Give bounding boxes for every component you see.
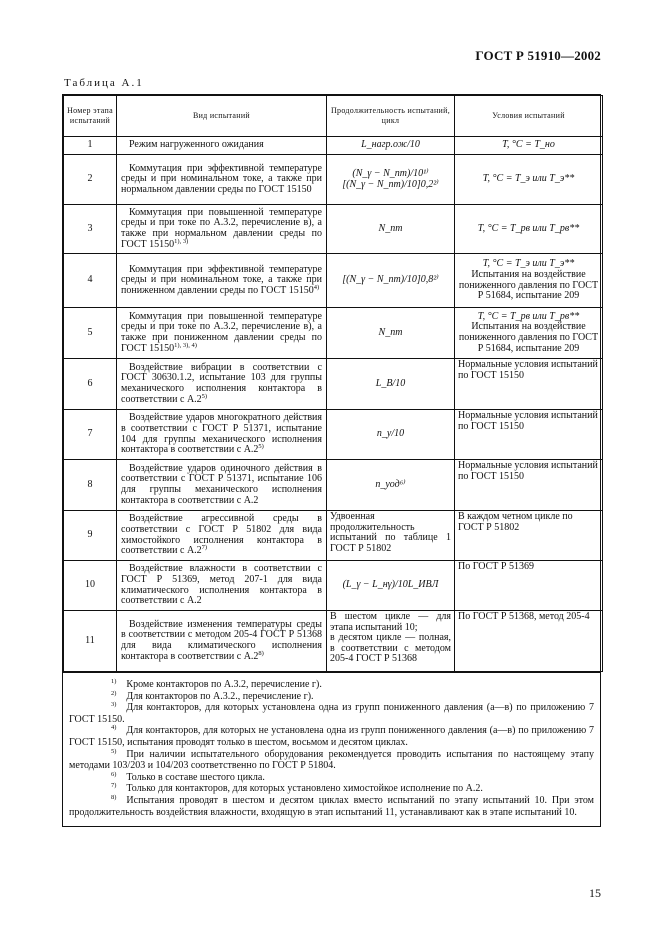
footnote-ref: 8) xyxy=(258,649,264,657)
row-number: 7 xyxy=(64,410,117,460)
row-number: 10 xyxy=(64,561,117,611)
test-conditions xyxy=(455,410,603,460)
header-kind: Вид испытаний xyxy=(117,96,327,137)
table-row xyxy=(64,155,603,205)
table-row xyxy=(64,410,603,460)
duration-formula: N_пт xyxy=(378,222,403,234)
table-frame xyxy=(62,94,601,827)
table-header-row xyxy=(64,96,603,137)
condition-text: Испытания на воздействие пониженного давления по ГОСТ Р 51684, испытание 209 xyxy=(458,321,599,354)
test-duration xyxy=(327,460,455,511)
test-kind: Коммутация при эффективной температуре среды и при номинальном токе, а также при пониженном давлении среды по ГОСТ 15150$^{4)}$ xyxy=(117,254,327,308)
duration-formula: [(N_γ − N_пт)/10]0,8²⁾ xyxy=(342,274,439,286)
test-kind: Коммутация при повышенной температуре среды и при токе по А.3.2, перечисление в), а также при нормальном давлении среды по ГОСТ 15150$^{1), 3)}$ xyxy=(117,205,327,254)
test-kind: Коммутация при эффективной температуре среды и при номинальном токе, а также при нормальном давлении среды по ГОСТ 15150 xyxy=(117,155,327,205)
row-number: 3 xyxy=(64,205,117,254)
footnote xyxy=(69,795,594,818)
row-number: 1 xyxy=(64,137,117,155)
condition-text: По ГОСТ Р 51369 xyxy=(458,561,534,572)
footnotes xyxy=(63,672,600,826)
condition-formula: T, °C = T_э или T_э** xyxy=(482,173,575,185)
test-conditions xyxy=(455,511,603,561)
header-conditions: Условия испытаний xyxy=(455,96,603,137)
condition-formula: T, °C = T_но xyxy=(502,139,555,151)
test-kind: Воздействие изменения температуры среды в соответствии с методом 205-4 ГОСТ Р 51368 для вида климатического исполнения контактора в соответствии с А.2$^{8)}$ xyxy=(117,611,327,672)
footnote-ref: 5) xyxy=(201,392,208,400)
footnote-ref: 1), 3), 4) xyxy=(174,341,197,349)
test-conditions xyxy=(455,137,603,155)
test-kind: Коммутация при повышенной температуре среды и при токе по А.3.2, перечисление в), а также при пониженном давлении среды по ГОСТ 15150$^{1), 3), 4)}$ xyxy=(117,308,327,359)
test-kind: Воздействие влажности в соответствии с ГОСТ Р 51369, метод 207-1 для вида климатического исполнения контактора в соответствии с А.2 xyxy=(117,561,327,611)
test-duration xyxy=(327,254,455,308)
row-number: 4 xyxy=(64,254,117,308)
duration-formula: N_пт xyxy=(378,326,403,338)
footnote-mark: 8) xyxy=(111,793,117,801)
test-duration xyxy=(327,561,455,611)
test-duration xyxy=(327,205,455,254)
table-row xyxy=(64,254,603,308)
footnote xyxy=(69,725,594,748)
duration-text: Удвоенная продолжительность испытаний по таблице 1 ГОСТ Р 51802 xyxy=(330,511,451,554)
table-row xyxy=(64,308,603,359)
table-row xyxy=(64,511,603,561)
header-duration: Продолжительность испытаний, цикл xyxy=(327,96,455,137)
footnote xyxy=(69,783,594,795)
condition-text: По ГОСТ Р 51368, метод 205-4 xyxy=(458,611,590,622)
condition-text: Нормальные условия испытаний по ГОСТ 15150 xyxy=(458,410,598,432)
condition-text: В каждом четном цикле по ГОСТ Р 51802 xyxy=(458,511,573,533)
footnote-ref: 4) xyxy=(313,283,320,291)
footnote-ref: 7) xyxy=(201,544,208,552)
duration-formula: n_уод⁶⁾ xyxy=(375,478,406,490)
test-kind: Воздействие ударов многократного действия в соответствии с ГОСТ Р 51371, испытание 104 для группы механического исполнения контактора в соответствии с А.2$^{5)}$ xyxy=(117,410,327,460)
footnote-text: Для контакторов, для которых не установлена одна из групп пониженного давления (а—в) по приложению 7 ГОСТ 15150, испытания проводят только в шестом, восьмом и десятом циклах. xyxy=(69,725,594,748)
test-duration xyxy=(327,155,455,205)
row-number: 9 xyxy=(64,511,117,561)
test-duration xyxy=(327,137,455,155)
footnote-mark: 7) xyxy=(111,782,117,790)
footnote-mark: 3) xyxy=(111,701,117,709)
test-duration xyxy=(327,511,455,561)
footnote-mark: 4) xyxy=(111,724,117,732)
footnote xyxy=(69,702,594,725)
duration-formula: L_В/10 xyxy=(375,377,406,389)
footnote-text: При наличии испытательного оборудования рекомендуется проводить испытания по настоящему этапу методами 103/203 и 104/203 соответственно по ГОСТ Р 51804. xyxy=(69,748,594,772)
footnote-text: Испытания проводят в шестом и десятом циклах вместо испытаний по этапу испытаний 10. При этом продолжительность воздействия влажности, входящую в этап испытаний 11, устанавливают как в этапе испытаний 10. xyxy=(69,794,594,818)
footnote xyxy=(69,679,594,691)
table-row xyxy=(64,137,603,155)
table-row xyxy=(64,611,603,672)
row-number: 11 xyxy=(64,611,117,672)
row-number: 2 xyxy=(64,155,117,205)
condition-text: Нормальные условия испытаний по ГОСТ 15150 xyxy=(458,359,598,381)
footnote xyxy=(69,691,594,703)
duration-formula: (L_γ − L_нγ)/10L_ИВЛ xyxy=(342,579,439,591)
condition-formula: T, °C = T_э или T_э** xyxy=(482,258,575,270)
test-duration xyxy=(327,611,455,672)
header-num: Номер этапа испытаний xyxy=(64,96,117,137)
page-number: 15 xyxy=(589,886,601,900)
test-kind: Режим нагруженного ожидания xyxy=(117,137,327,155)
row-number: 6 xyxy=(64,359,117,410)
table-row xyxy=(64,460,603,511)
condition-formula: T, °C = T_рв или T_рв** xyxy=(477,310,580,322)
table-row xyxy=(64,359,603,410)
test-kind: Воздействие вибрации в соответствии с ГОСТ 30630.1.2, испытание 103 для группы механического исполнения контактора в соответствии с А.2$^{5)}$ xyxy=(117,359,327,410)
test-conditions xyxy=(455,611,603,672)
test-conditions xyxy=(455,205,603,254)
footnote xyxy=(69,772,594,784)
test-conditions xyxy=(455,460,603,511)
duration-text: в десятом цикле — полная, в соответствии с методом 205-4 ГОСТ Р 51368 xyxy=(330,632,451,665)
table-row xyxy=(64,205,603,254)
test-table xyxy=(63,95,603,672)
footnote-text: Для контакторов по А.3.2., перечисление г). xyxy=(126,690,314,702)
condition-text: Нормальные условия испытаний по ГОСТ 15150 xyxy=(458,460,598,482)
duration-formula: [(N_γ − N_пт)/10]0,2²⁾ xyxy=(342,178,439,190)
condition-text: Испытания на воздействие пониженного давления по ГОСТ Р 51684, испытание 209 xyxy=(458,268,599,302)
test-conditions xyxy=(455,254,603,308)
duration-formula: L_нагр.ож/10 xyxy=(361,139,420,151)
duration-formula: n_у/10 xyxy=(376,428,405,440)
table-row xyxy=(64,561,603,611)
test-duration xyxy=(327,410,455,460)
test-conditions xyxy=(455,155,603,205)
test-conditions xyxy=(455,308,603,359)
test-conditions xyxy=(455,359,603,410)
footnote-text: Только для контакторов, для которых установлено химостойкое исполнение по А.2. xyxy=(126,783,483,795)
test-conditions xyxy=(455,561,603,611)
test-kind: Воздействие агрессивной среды в соответствии с ГОСТ Р 51802 для вида химостойкого исполнения контактора в соответствии с А.2$^{7)}$ xyxy=(117,511,327,561)
footnote-text: Кроме контакторов по А.3.2, перечисление г). xyxy=(126,679,322,690)
footnote-mark: 2) xyxy=(111,689,117,697)
footnote-text: Для контакторов, для которых установлена одна из групп пониженного давления (а—в) по приложению 7 ГОСТ 15150. xyxy=(69,702,594,725)
condition-formula: T, °C = T_рв или T_рв** xyxy=(477,222,580,234)
test-duration xyxy=(327,308,455,359)
footnote-ref: 1), 3) xyxy=(174,237,189,245)
duration-text: В шестом цикле — для этапа испытаний 10; xyxy=(330,611,451,633)
document-code: ГОСТ Р 51910—2002 xyxy=(475,48,601,63)
duration-formula: (N_γ − N_пт)/10¹⁾ xyxy=(352,167,429,179)
footnote-ref: 5) xyxy=(258,443,264,451)
footnote xyxy=(69,749,594,772)
row-number: 8 xyxy=(64,460,117,511)
footnote-text: Только в составе шестого цикла. xyxy=(126,771,265,783)
footnote-mark: 1) xyxy=(111,678,117,685)
footnote-mark: 6) xyxy=(111,770,117,778)
test-duration xyxy=(327,359,455,410)
row-number: 5 xyxy=(64,308,117,359)
table-caption: Таблица А.1 xyxy=(64,77,144,89)
test-kind: Воздействие ударов одиночного действия в соответствии с ГОСТ Р 51371, испытание 106 для группы механического исполнения контактора в соответствии с А.2 xyxy=(117,460,327,511)
footnote-mark: 5) xyxy=(111,747,117,755)
